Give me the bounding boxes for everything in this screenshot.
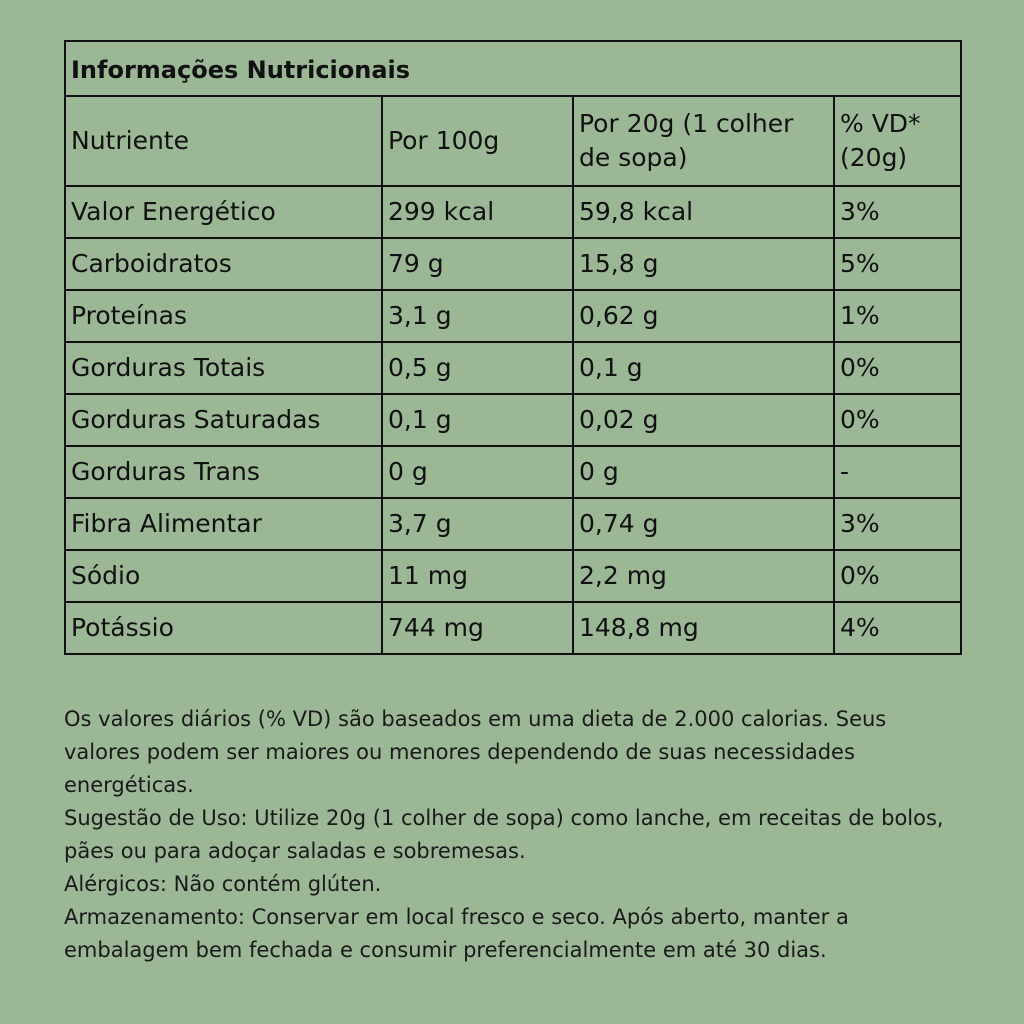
table-title-row: [65, 41, 961, 96]
column-header-nutrient: Nutriente: [65, 96, 382, 186]
column-header-per-20g: Por 20g (1 colher de sopa): [573, 96, 834, 186]
nutrient-name: Proteínas: [65, 290, 382, 342]
daily-value-percent: 0%: [834, 394, 961, 446]
table-row: [65, 446, 961, 498]
value-per-20g: 59,8 kcal: [573, 186, 834, 238]
value-per-20g: 0,74 g: [573, 498, 834, 550]
daily-value-percent: 0%: [834, 550, 961, 602]
table-row: [65, 290, 961, 342]
value-per-100g: 0,1 g: [382, 394, 573, 446]
nutrient-name: Sódio: [65, 550, 382, 602]
daily-value-percent: -: [834, 446, 961, 498]
value-per-20g: 0 g: [573, 446, 834, 498]
value-per-20g: 0,62 g: [573, 290, 834, 342]
nutrient-name: Potássio: [65, 602, 382, 654]
usage-suggestion: Sugestão de Uso: Utilize 20g (1 colher de sopa) como lanche, em receitas de bolos, pães ou para adoçar saladas e sobremesas.: [64, 806, 944, 863]
value-per-20g: 148,8 mg: [573, 602, 834, 654]
value-per-20g: 15,8 g: [573, 238, 834, 290]
nutrient-name: Gorduras Saturadas: [65, 394, 382, 446]
table-row: [65, 186, 961, 238]
daily-value-percent: 3%: [834, 186, 961, 238]
value-per-100g: 3,1 g: [382, 290, 573, 342]
daily-value-percent: 1%: [834, 290, 961, 342]
value-per-100g: 0,5 g: [382, 342, 573, 394]
value-per-100g: 11 mg: [382, 550, 573, 602]
value-per-100g: 79 g: [382, 238, 573, 290]
table-row: [65, 342, 961, 394]
daily-value-percent: 5%: [834, 238, 961, 290]
value-per-100g: 744 mg: [382, 602, 573, 654]
daily-value-percent: 0%: [834, 342, 961, 394]
table-title: Informações Nutricionais: [65, 41, 961, 96]
table-row: [65, 238, 961, 290]
nutrient-name: Valor Energético: [65, 186, 382, 238]
table-row: [65, 498, 961, 550]
nutrient-name: Gorduras Totais: [65, 342, 382, 394]
table-row: [65, 394, 961, 446]
value-per-100g: 0 g: [382, 446, 573, 498]
value-per-100g: 299 kcal: [382, 186, 573, 238]
value-per-20g: 0,02 g: [573, 394, 834, 446]
value-per-100g: 3,7 g: [382, 498, 573, 550]
nutrient-name: Gorduras Trans: [65, 446, 382, 498]
column-header-per-100g: Por 100g: [382, 96, 573, 186]
value-per-20g: 0,1 g: [573, 342, 834, 394]
column-header-daily-value: % VD* (20g): [834, 96, 961, 186]
daily-values-note: Os valores diários (% VD) são baseados em uma dieta de 2.000 calorias. Seus valores podem ser maiores ou menores dependendo de suas necessidades energéticas.: [64, 707, 887, 797]
table-header-row: [65, 96, 961, 186]
nutrient-name: Carboidratos: [65, 238, 382, 290]
table-row: [65, 550, 961, 602]
value-per-20g: 2,2 mg: [573, 550, 834, 602]
daily-value-percent: 4%: [834, 602, 961, 654]
nutrient-name: Fibra Alimentar: [65, 498, 382, 550]
footnotes: [64, 703, 954, 967]
allergen-info: Alérgicos: Não contém glúten.: [64, 872, 382, 896]
table-row: [65, 602, 961, 654]
nutrition-table: [64, 40, 962, 655]
storage-instructions: Armazenamento: Conservar em local fresco e seco. Após aberto, manter a embalagem bem fechada e consumir preferencialmente em até 30 dias.: [64, 905, 849, 962]
daily-value-percent: 3%: [834, 498, 961, 550]
